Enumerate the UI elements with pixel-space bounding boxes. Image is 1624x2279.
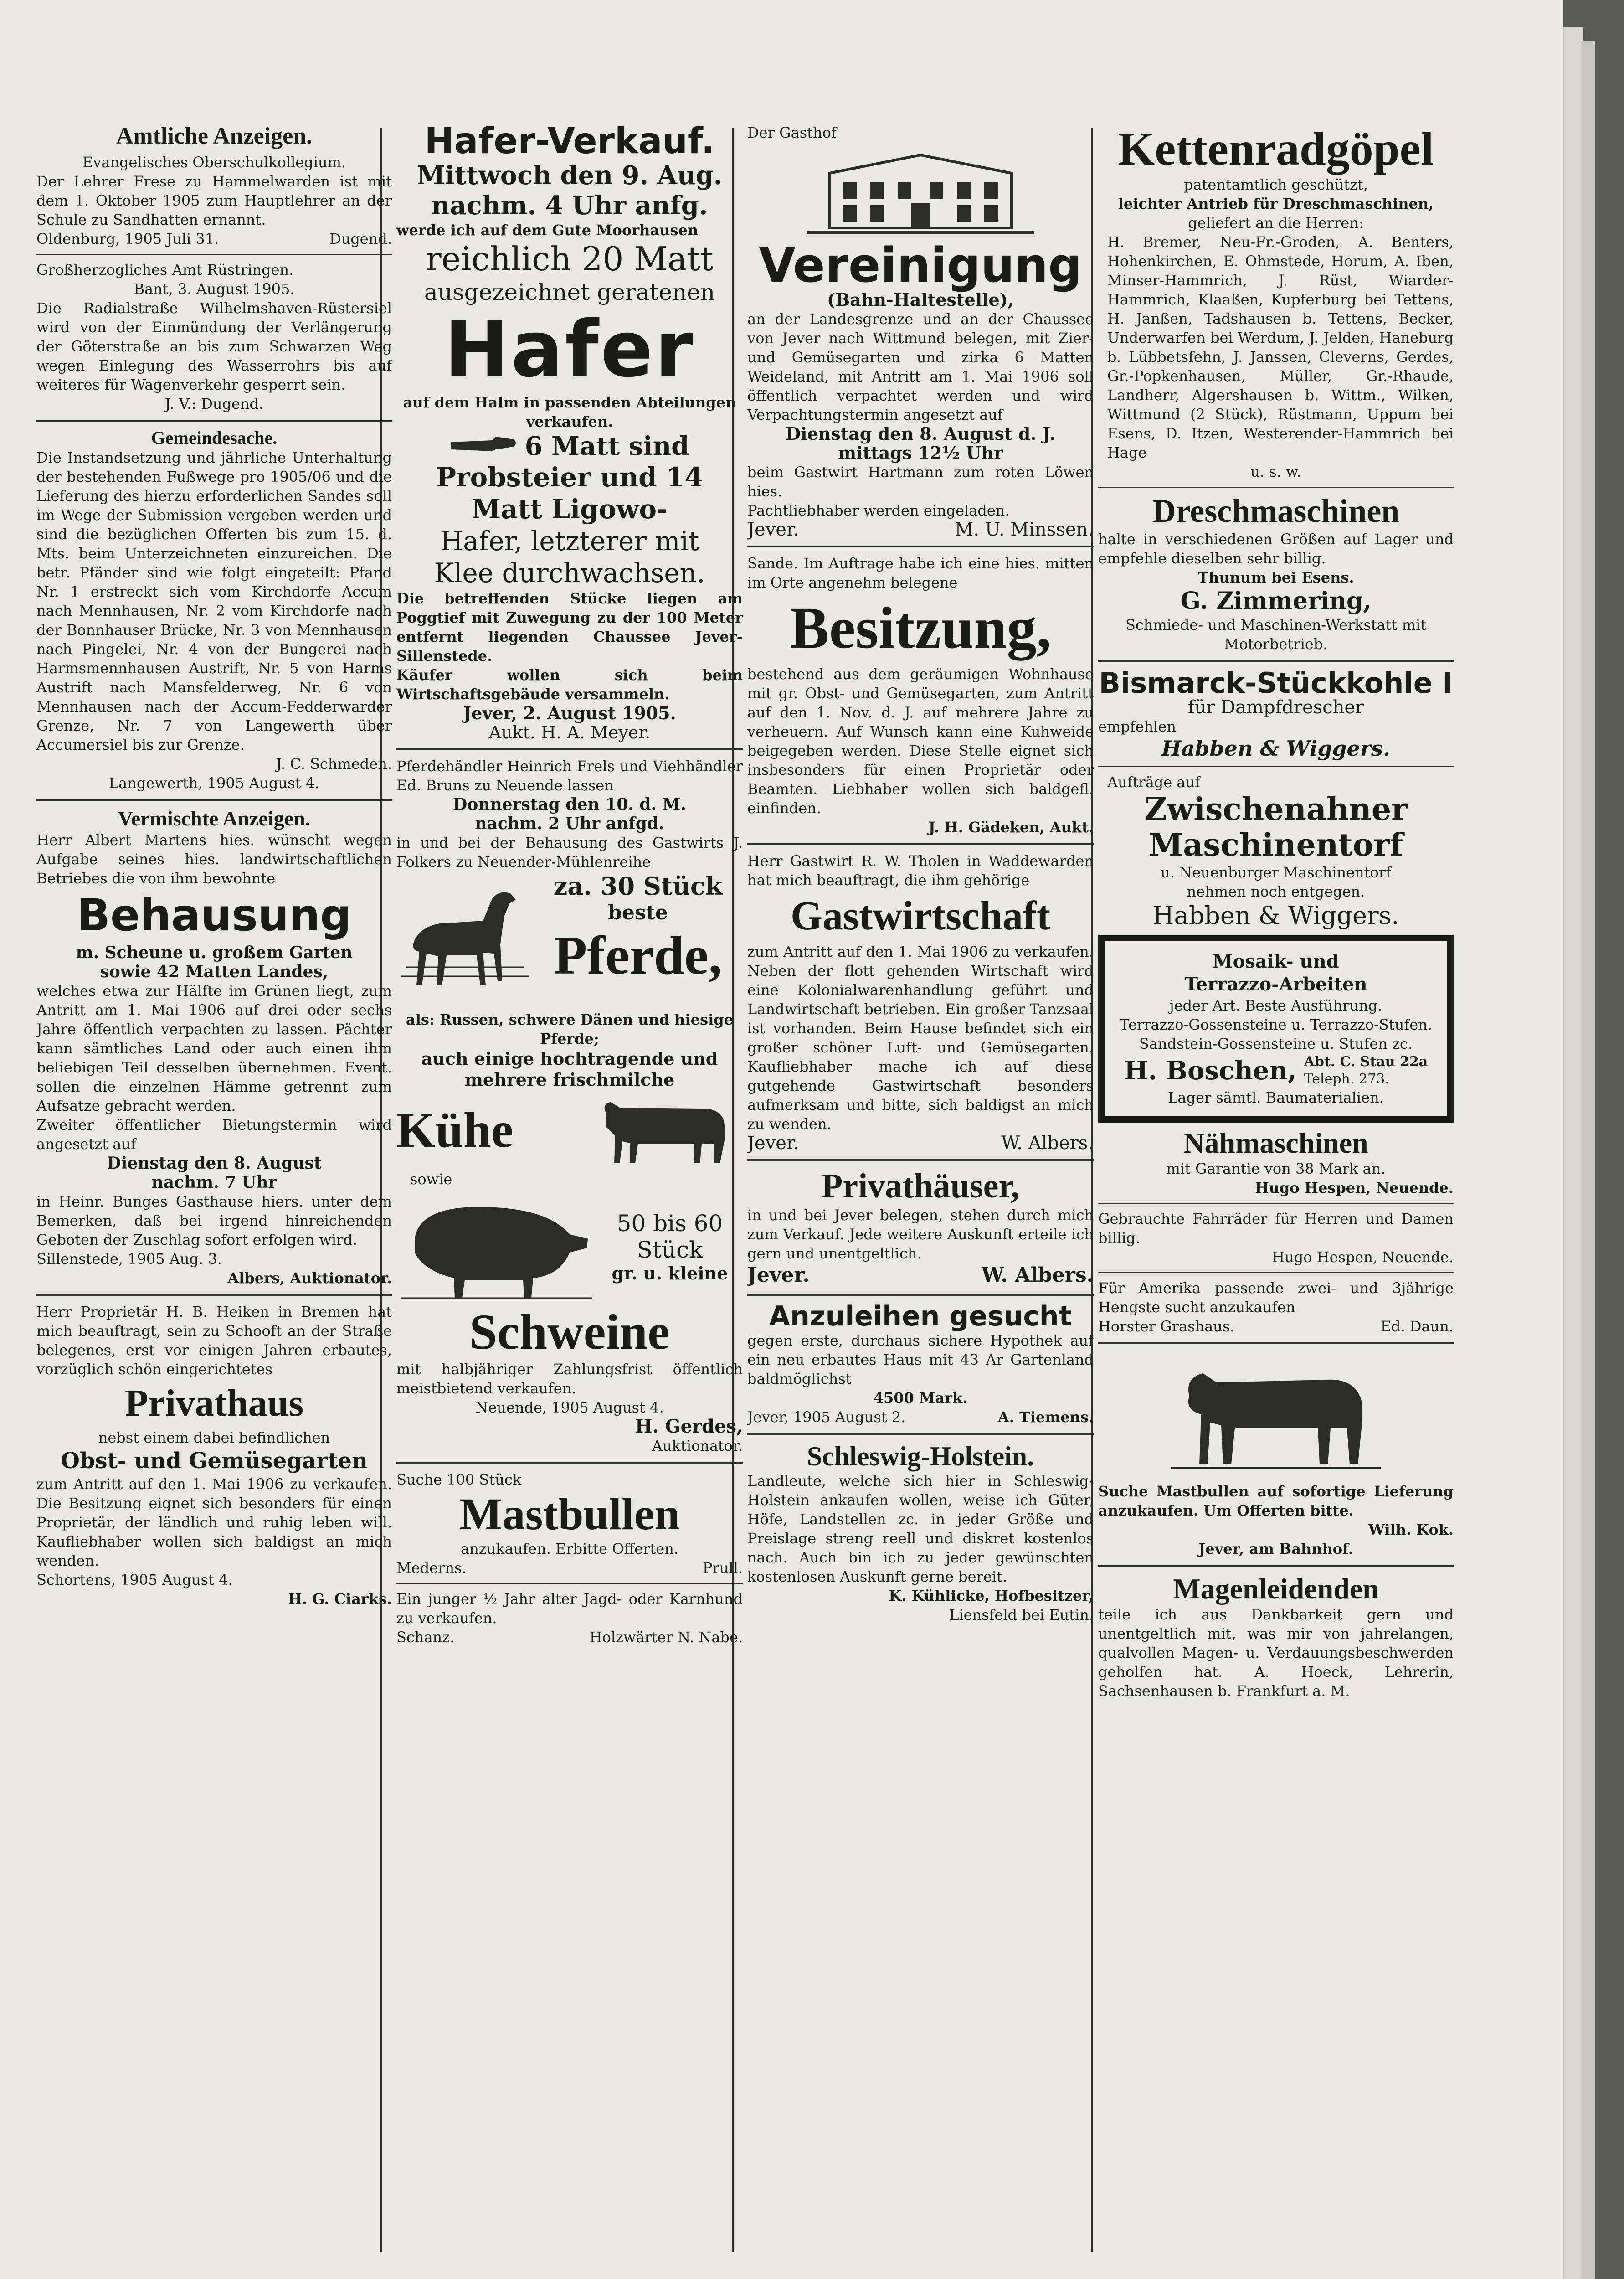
ad-subline: beste	[608, 901, 668, 925]
ad-intro: Suche 100 Stück	[396, 1471, 522, 1489]
divider	[747, 1159, 1094, 1161]
ad-text: jeder Art. Beste Ausführung.	[1169, 996, 1382, 1014]
signature: Holzwärter N. Nabe.	[589, 1629, 743, 1646]
ad-text: Pachtliebhaber werden eingeladen.	[747, 502, 1010, 520]
ad-text: an der Landesgrenze und an der Chaussee von Jever nach Wittmund belegen, mit Zier- und Gemüsegarten und zirka 6 Matten Weideland, mit Antritt am 1. Mai 1906 soll öffentlich verpachtet werden und wird Verpachtungstermin angesetzt auf	[747, 310, 1094, 424]
ad-text: teile ich aus Dankbarkeit gern und unentgeltlich mit, was mir von jahrelangen, qualvollen Magen- u. Verdauungsbeschwerden geholfen hat. A. Hoeck, Lehrerin, Sachsenhausen b. Frankfurt a. M.	[1098, 1606, 1454, 1700]
ad-bigline: Terrazzo-Arbeiten	[1184, 973, 1367, 995]
ad-headline-pferde: Pferde,	[554, 925, 722, 986]
page-edge-shadow	[1581, 41, 1595, 2279]
column-3	[747, 123, 1094, 2274]
notice-text: Die Radialstraße Wilhelmshaven-Rüstersiel wird von der Einmündung der Verlängerung der Göterstraße an bis zum Schwarzen Weg wegen Einlegung des Wasserrohrs bis auf weiteres für Wagenverkehr gesperrt sein.	[36, 299, 392, 394]
ad-bigline: Maschinentorf	[1148, 826, 1403, 863]
ad-headline-vereinigung: Vereinigung	[759, 237, 1082, 293]
column-2	[396, 123, 743, 2274]
ad-bigline: Zwischenahner	[1144, 791, 1408, 828]
org-name: Großherzogliches Amt Rüstringen.	[36, 261, 294, 279]
ad-text: Lager sämtl. Baumaterialien.	[1168, 1088, 1384, 1106]
divider	[396, 1462, 743, 1464]
ad-headline-naehmaschinen: Nähmaschinen	[1183, 1126, 1368, 1159]
ad-headline-kettenradgoepel: Kettenradgöpel	[1118, 123, 1434, 175]
divider	[36, 254, 392, 255]
ad-text: zum Antritt auf den 1. Mai 1906 zu verkaufen. Neben der flott gehenden Wirtschaft wird eine Kolonialwarenhandlung geführt und Landwirtschaft betrieben. Ein großer Tanzsaal ist vorhanden. Beim Hause befindet sich ein großer schöner Luft- und Gemüsegarten. Kaufliebhaber mache ich auf diese gutgehende Gastwirtschaft besonders aufmerksam und bitte, sich baldigst an mich zu wenden.	[747, 943, 1094, 1133]
ad-text: Für Amerika passende zwei- und 3jährige Hengste sucht anzukaufen	[1098, 1279, 1454, 1316]
signature: J. V.: Dugend.	[164, 395, 264, 413]
ad-bigline: ausgezeichnet geratenen	[424, 278, 715, 305]
ad-count: za. 30 Stück	[553, 871, 723, 901]
page-edge	[1563, 27, 1583, 2279]
place: Liensfeld bei Eutin.	[949, 1606, 1094, 1624]
ad-text: Suche Mastbullen auf sofortige Lieferung anzukaufen. Um Offerten bitte.	[1098, 1483, 1454, 1520]
divider	[747, 1294, 1094, 1296]
ad-date: Mittwoch den 9. Aug.	[416, 160, 723, 191]
signature: Hugo Hespen, Neuende.	[1272, 1248, 1454, 1266]
place-date: Jever, 2. August 1905.	[463, 703, 676, 724]
company-name: H. Boschen,	[1124, 1055, 1297, 1086]
signature: Wilh. Kok.	[1368, 1521, 1454, 1539]
ad-subline: nebst einem dabei befindlichen	[98, 1428, 330, 1446]
terrazzo-ad-box	[1098, 935, 1454, 1123]
ad-subline: patentamtlich geschützt,	[1183, 176, 1368, 194]
ad-date: Donnerstag den 10. d. M.	[453, 795, 686, 815]
ad-text: nehmen noch entgegen.	[1187, 882, 1365, 900]
divider	[1098, 1272, 1454, 1273]
ad-headline-kuehe: Kühe	[396, 1102, 514, 1158]
signature: Albers, Auktionator.	[227, 1269, 392, 1287]
ad-bigline: Hafer, letzterer mit	[440, 526, 699, 557]
ad-text: mit halbjähriger Zahlungsfrist öffentlich meistbietend verkaufen.	[396, 1361, 743, 1397]
ad-bigline: 6 Matt sind	[524, 431, 689, 462]
ad-intro: Sande. Im Auftrage habe ich eine hies. mitten im Orte angenehm belegene	[747, 555, 1094, 592]
ad-text: in Heinr. Bunges Gasthause hiers. unter dem Bemerken, daß bei irgend hinreichenden Geboten der Zuschlag sofort erfolgen wird.	[36, 1192, 392, 1248]
divider	[1098, 1342, 1454, 1344]
place: Jever.	[747, 1133, 799, 1154]
notice-text: Der Lehrer Frese zu Hammelwarden ist mit dem 1. Oktober 1905 zum Hauptlehrer an der Schule zu Sandhatten ernannt.	[36, 173, 392, 229]
divider	[1098, 1565, 1454, 1567]
ad-text: halte in verschiedenen Größen auf Lager und empfehle dieselben sehr billig.	[1098, 530, 1454, 567]
section-title-vermischt: Vermischte Anzeigen.	[118, 807, 311, 830]
cow-illustration	[588, 1090, 743, 1170]
phone: Teleph. 273.	[1304, 1071, 1389, 1087]
signature: Ed. Daun.	[1380, 1318, 1454, 1335]
ad-headline-mastbullen: Mastbullen	[459, 1489, 680, 1540]
divider	[747, 1433, 1094, 1435]
ad-text: bestehend aus dem geräumigen Wohnhause mit gr. Obst- und Gemüsegarten, zum Antritt auf den 1. Nov. d. J. auf mehrere Jahre zu verheuern. Auf Wunsch kann eine Kuhweide beigegeben werden. Diese Stelle eignet sich insbesonders für einen Proprietär oder Beamten. Liebhaber wollen sich baldgefl. einfinden.	[747, 665, 1094, 817]
ad-headline-schweine: Schweine	[469, 1304, 670, 1360]
ad-text: Ein junger ½ Jahr alter Jagd- oder Karnhund zu verkaufen.	[396, 1590, 743, 1627]
divider	[1098, 660, 1454, 662]
section-title-gemeinde: Gemeindesache.	[151, 428, 278, 449]
ad-text: Terrazzo-Gossensteine u. Terrazzo-Stufen. Sandstein-Gossensteine u. Stufen zc.	[1120, 1016, 1432, 1052]
place: Thunum bei Esens.	[1197, 568, 1354, 586]
ad-headline-anzuleihen: Anzuleihen gesucht	[769, 1300, 1072, 1332]
ad-text: in und bei Jever belegen, stehen durch mich zum Verkauf. Jede weitere Auskunft erteile ich gern und unentgeltlich.	[747, 1206, 1094, 1262]
ad-text: welches etwa zur Hälfte im Grünen liegt, zum Antritt am 1. Mai 1906 auf drei oder sechs Jahre öffentlich verpachten zu lassen. Pächter kann sämtliches Land oder auch einen ihm beliebigen Teil desselben übernehmen. Event. sollen die einzelnen Hämme getrennt zum Aufsatze gebracht werden.	[36, 982, 392, 1114]
ad-subline: m. Scheune u. großem Garten	[76, 943, 353, 962]
company-name: Habben & Wiggers.	[1152, 901, 1399, 930]
ad-text: gegen erste, durchaus sichere Hypothek auf ein neu erbautes Haus mit 43 Ar Gartenland baldmöglichst	[747, 1331, 1094, 1387]
column-1	[36, 123, 392, 2274]
ad-headline-magenleidenden: Magenleidenden	[1173, 1573, 1379, 1605]
place: Jever, am Bahnhof.	[1198, 1540, 1353, 1558]
org-name: Evangelisches Oberschulkollegium.	[82, 154, 346, 171]
ad-date: Dienstag den 8. August	[107, 1153, 322, 1173]
signature: K. Kühlicke, Hofbesitzer,	[889, 1587, 1094, 1604]
ad-text: Die betreffenden Stücke liegen am Poggtief mit Zuwegung zu der 100 Meter entfernt liegenden Chaussee Jever-Sillenstede.	[396, 590, 743, 665]
ad-headline-besitzung: Besitzung,	[789, 595, 1052, 661]
ad-headline-privathaus: Privathaus	[124, 1382, 304, 1424]
ad-headline-gastwirtschaft: Gastwirtschaft	[791, 893, 1050, 939]
signature: W. Albers.	[981, 1263, 1094, 1287]
ad-headline-behausung: Behausung	[77, 889, 352, 941]
ad-bigline: Mosaik- und	[1213, 950, 1339, 972]
ad-text: auf dem Halm in passenden Abteilungen verkaufen.	[403, 394, 736, 431]
ad-text: anzukaufen. Erbitte Offerten.	[461, 1540, 678, 1558]
column-4	[1098, 123, 1454, 2274]
ad-intro: Der Gasthof	[747, 124, 837, 141]
signature: Dugend.	[329, 230, 392, 248]
ad-subline: Stück	[637, 1236, 703, 1263]
ad-subline: sowie	[410, 1170, 452, 1188]
signature: J. C. Schmeden.	[276, 755, 392, 773]
ad-text: u. s. w.	[1250, 463, 1301, 481]
ad-text: zum Antritt auf den 1. Mai 1906 zu verkaufen. Die Besitzung eignet sich besonders für einen Proprietär, der ländlich und ruhig leben will. Kaufliebhaber wollen sich baldigst an mich wenden.	[36, 1475, 392, 1569]
signature: M. U. Minssen.	[955, 519, 1094, 541]
place: Schanz.	[396, 1629, 455, 1646]
ad-subline: leichter Antrieb für Dreschmaschinen,	[1118, 195, 1434, 213]
ad-headline-bismarck: Bismarck-Stückkohle I	[1099, 666, 1453, 700]
ad-subline: für Dampfdrescher	[1187, 696, 1364, 718]
company-name: Habben & Wiggers.	[1161, 736, 1390, 761]
ad-subline: Obst- und Gemüsegarten	[61, 1448, 368, 1474]
ad-text: Gebrauchte Fahrräder für Herren und Damen billig.	[1098, 1210, 1454, 1247]
section-title-amtlich: Amtliche Anzeigen.	[116, 123, 313, 149]
divider	[747, 546, 1094, 547]
ad-text: Käufer wollen sich beim Wirtschaftsgebäude versammeln.	[396, 666, 743, 703]
ad-intro: werde ich auf dem Gute Moorhausen	[396, 221, 699, 239]
signature: J. H. Gädeken, Aukt.	[928, 819, 1094, 836]
signature: W. Albers.	[1001, 1133, 1094, 1154]
notice-text: Die Instandsetzung und jährliche Unterhaltung der bestehenden Fußwege pro 1905/06 und die Lieferung des hierzu erforderlichen Sandes soll im Wege der Submission vergeben werden und sind die bezüglichen Offerten bis zum 15. d. Mts. beim Unterzeichneten einzureichen. Die betr. Pfänder sind wie folgt eingeteilt: Pfand Nr. 1 erstreckt sich vom Kirchdorfe Accum nach Mennhausen, Nr. 2 vom Kirchdorfe nach der Bonnhauser Brücke, Nr. 3 von Mennhausen nach Pingelei, Nr. 4 von der Bungerei nach Harmsmennhausen Austrift, Nr. 5 von Harms Austrift nach Mansfelderweg, Nr. 6 von Mennhausen nach der Accum-Fedderwarder Grenze, Nr. 7 von Langewerth über Accumersiel bis zur Grenze.	[36, 449, 392, 754]
place-date: Sillenstede, 1905 Aug. 3.	[36, 1250, 222, 1268]
divider	[36, 799, 392, 801]
divider	[36, 420, 392, 422]
divider	[396, 748, 743, 750]
place-date: Jever, 1905 August 2.	[747, 1408, 906, 1426]
ad-intro: Herr Albert Martens hies. wünscht wegen Aufgabe seines hies. landwirtschaftlichen Betriebes die von ihm bewohnte	[36, 831, 392, 887]
ad-headline-dreschmaschinen: Dreschmaschinen	[1152, 493, 1400, 530]
signature: H. Gerdes,	[635, 1416, 743, 1438]
place: Mederns.	[396, 1559, 467, 1577]
divider	[396, 1583, 743, 1584]
ad-intro: Herr Gastwirt R. W. Tholen in Waddewarden hat mich beauftragt, die ihm gehörige	[747, 852, 1094, 889]
signature: Prull.	[702, 1559, 743, 1577]
ad-time: nachm. 7 Uhr	[151, 1172, 277, 1192]
ad-time: mittags 12½ Uhr	[838, 443, 1003, 464]
place-date: Neuende, 1905 August 4.	[475, 1399, 664, 1417]
ad-intro: Herr Proprietär H. B. Heiken in Bremen hat mich beauftragt, sein zu Schooft an der Straße belegenes, erst vor einigen Jahren erbautes, vorzüglich schön eingerichtetes	[36, 1303, 392, 1378]
address: Abt. C. Stau 22a	[1304, 1053, 1428, 1070]
place: Jever.	[747, 519, 799, 541]
divider	[1098, 487, 1454, 488]
place-date: Schortens, 1905 August 4.	[36, 1571, 233, 1588]
ad-intro: Pferdehändler Heinrich Frels und Viehhändler Ed. Bruns zu Neuende lassen	[396, 758, 743, 794]
ad-text: beim Gastwirt Hartmann zum roten Löwen hies.	[747, 464, 1094, 500]
ad-text: in und bei der Behausung des Gastwirts J. Folkers zu Neuender-Mühlenreihe	[396, 834, 743, 871]
ad-bigline: reichlich 20 Matt	[426, 239, 714, 278]
horse-illustration	[396, 871, 533, 1010]
gasthof-illustration	[747, 146, 1094, 237]
ad-bigline: Matt Ligowo-	[471, 494, 668, 525]
ad-bigline: Klee durchwachsen.	[434, 557, 705, 589]
ad-headline-hafer: Hafer	[444, 304, 695, 395]
ad-headline-privathaeuser: Privathäuser,	[821, 1167, 1020, 1206]
divider	[747, 843, 1094, 845]
ad-headline-hafer-verkauf: Hafer-Verkauf.	[424, 123, 715, 162]
ad-text: mit Garantie von 38 Mark an.	[1166, 1160, 1386, 1178]
company-name: G. Zimmering,	[1180, 587, 1372, 615]
ad-text: u. Neuenburger Maschinentorf	[1161, 863, 1391, 881]
ad-bigline: Probsteier und 14	[436, 462, 703, 493]
place: Horster Grashaus.	[1098, 1318, 1235, 1335]
place-date: Langewerth, 1905 August 4.	[108, 774, 320, 792]
ad-headline-schleswig: Schleswig-Holstein.	[807, 1441, 1034, 1471]
ad-intro: Aufträge auf	[1107, 773, 1200, 791]
ad-subline: geliefert an die Herren:	[1188, 214, 1364, 232]
signature: Hugo Hespen, Neuende.	[1255, 1179, 1454, 1197]
ad-text: empfehlen	[1098, 717, 1176, 735]
ad-subline: gr. u. kleine	[612, 1263, 728, 1284]
place: Jever.	[747, 1263, 810, 1287]
place-date: Oldenburg, 1905 Juli 31.	[36, 230, 219, 248]
divider	[1098, 1203, 1454, 1204]
ad-subline: (Bahn-Haltestelle),	[827, 289, 1014, 310]
ad-text: Schmiede- und Maschinen-Werkstatt mit Motorbetrieb.	[1125, 616, 1427, 653]
ad-text: Zweiter öffentlicher Bietungstermin wird angesetzt auf	[36, 1116, 392, 1153]
ad-time: nachm. 4 Uhr anfg.	[431, 190, 708, 221]
divider	[36, 1294, 392, 1296]
ad-text: Landleute, welche sich hier in Schleswig-Holstein ankaufen wollen, weise ich Güter, Höfe, Landstellen zc. in jeder Größe und Preislage streng reell und diskret kostenlos nach. Auch bin ich zu jeder gewünschten kostenlosen Auskunft gerne bereit.	[747, 1472, 1094, 1585]
signature: Aukt. H. A. Meyer.	[488, 722, 651, 743]
place-date: Bant, 3. August 1905.	[134, 280, 295, 298]
ad-count: 50 bis 60	[617, 1210, 723, 1237]
signature: A. Tiemens.	[997, 1408, 1094, 1426]
ad-time: nachm. 2 Uhr anfgd.	[475, 814, 664, 834]
ad-date: Dienstag den 8. August d. J.	[786, 423, 1055, 444]
pointing-hand-icon	[450, 434, 519, 459]
ad-text: auch einige hochtragende und mehrere frischmilche	[421, 1048, 718, 1090]
ad-subline: sowie 42 Matten Landes,	[100, 962, 329, 981]
customer-list: H. Bremer, Neu-Fr.-Groden, A. Benters, Hohenkirchen, E. Ohmstede, Horum, A. Iben, Minser-Hammrich, J. Rüst, Wiarder-Hammrich, Klaaßen, Kupferburg bei Tettens, H. Janßen, Tadshausen b. Tettens, Becker, Underwarfen bei Werdum, J. Jelden, Haneburg b. Lübbetsfehn, J. Janssen, Cleverns, Gerdes, Gr.-Popkenhausen, Müller, Gr.-Rhaude, Landherr, Algershausen b. Wittm., Wilken, Wittmund (2 Stück), Rüstmann, Uppum bei Esens, D. Itzen, Westerender-Hammrich bei Hage	[1107, 233, 1454, 462]
ad-amount: 4500 Mark.	[873, 1389, 968, 1407]
divider	[1098, 766, 1454, 767]
bull-illustration	[1098, 1351, 1454, 1478]
signature-title: Auktionator.	[652, 1437, 743, 1455]
pig-illustration	[396, 1189, 597, 1304]
signature: H. G. Ciarks.	[288, 1590, 392, 1608]
ad-text: als: Russen, schwere Dänen und hiesige Pferde;	[406, 1011, 733, 1048]
